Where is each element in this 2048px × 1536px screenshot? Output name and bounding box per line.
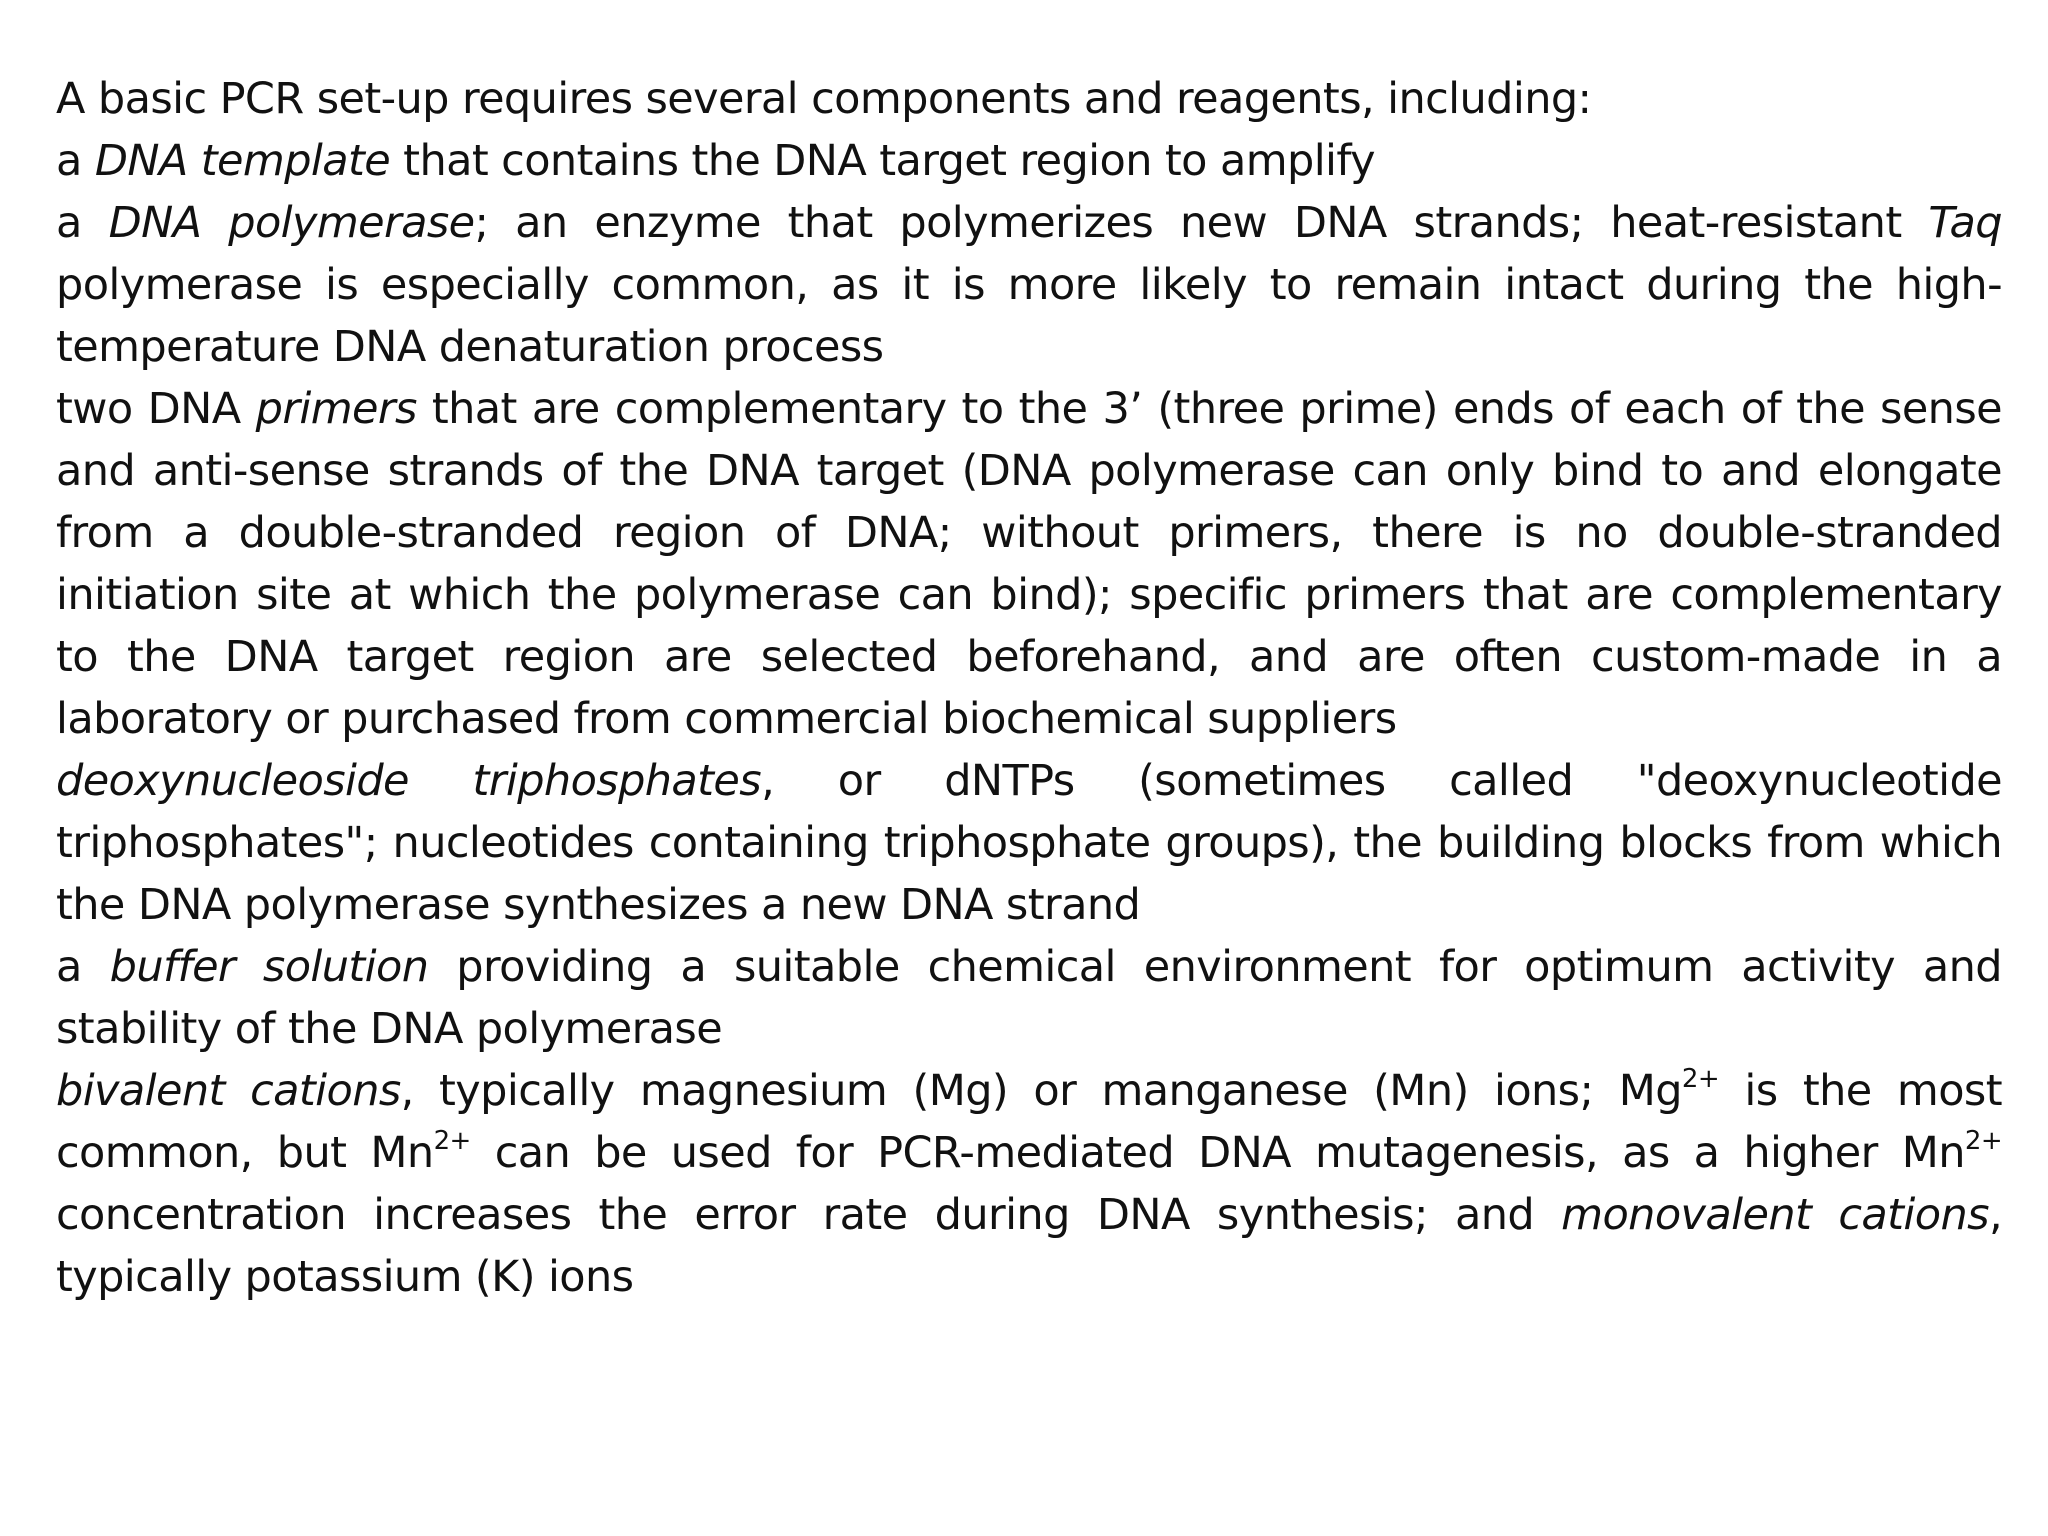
superscript-charge: 2+ [433, 1126, 471, 1156]
superscript-charge: 2+ [1964, 1126, 2003, 1156]
item-text: ; an enzyme that polymerizes new DNA strands; heat-resistant [474, 198, 1929, 248]
item-term: bivalent cations [56, 1066, 401, 1116]
item-text: a [56, 198, 109, 248]
item-text: providing a suitable chemical environment for optimum activity and stability of the DNA polymerase [56, 942, 2003, 1054]
item-text: polymerase is especially common, as it is more likely to remain intact during the high-temperature DNA denaturation process [56, 260, 2002, 372]
item-text: , typically potassium (K) ions [56, 1190, 2003, 1302]
item-term: primers [255, 384, 417, 434]
item-text: a [56, 942, 110, 992]
item-text: , or dNTPs (sometimes called "deoxynucleotide triphosphates"; nucleotides containing triphosphate groups), the building blocks from which the DNA polymerase synthesizes a new DNA strand [56, 756, 2002, 930]
list-item-dna-polymerase [56, 192, 2002, 378]
item-text: , typically magnesium (Mg) or manganese (Mn) ions; Mg [400, 1066, 1682, 1116]
intro-sentence: A basic PCR set-up requires several components and reagents, including: [56, 74, 1592, 124]
item-text: concentration increases the error rate during DNA synthesis; and [56, 1190, 1562, 1240]
item-term: DNA template [94, 136, 391, 186]
item-text: can be used for PCR-mediated DNA mutagenesis, as a higher Mn [470, 1128, 1965, 1178]
item-term: buffer solution [109, 942, 429, 992]
superscript-charge: 2+ [1681, 1064, 1720, 1094]
item-text: that are complementary to the 3’ (three prime) ends of each of the sense and anti-sense strands of the DNA target (DNA polymerase can only bind to and elongate from a double-stranded region of DNA; without primers, there is no double-stranded initiation site at which the polymerase can bind); specific primers that are complementary to the DNA target region are selected beforehand, and are often custom-made in a laboratory or purchased from commercial biochemical suppliers [56, 384, 2002, 744]
list-item-cations [56, 1060, 2002, 1308]
item-term: monovalent cations [1561, 1190, 1989, 1240]
intro-text [56, 68, 2002, 130]
list-item-buffer-solution [56, 936, 2002, 1060]
item-term: deoxynucleoside triphosphates [56, 756, 762, 806]
item-text: two DNA [56, 384, 256, 434]
item-term: DNA polymerase [108, 198, 475, 248]
list-item-dna-template [56, 130, 2002, 192]
item-text: that contains the DNA target region to amplify [390, 136, 1376, 186]
item-text: is the most common, but Mn [56, 1066, 2002, 1178]
item-term: Taq [1928, 198, 2002, 248]
slide-body [56, 68, 2002, 1308]
item-text: a [56, 136, 95, 186]
list-item-dntps [56, 750, 2002, 936]
list-item-primers [56, 378, 2002, 750]
